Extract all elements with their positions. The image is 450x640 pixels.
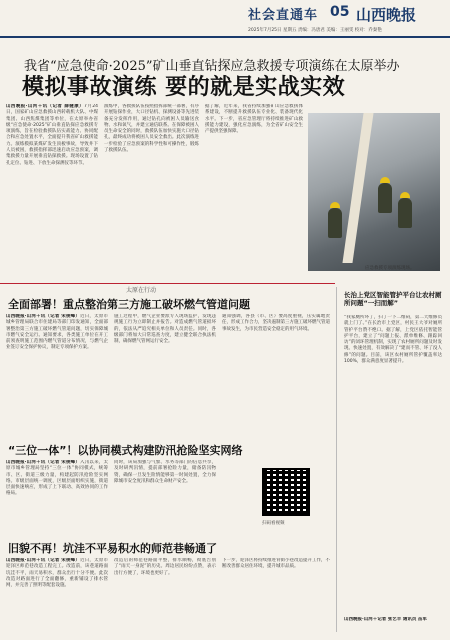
- section3-column-3: [222, 558, 330, 636]
- sidebar-divider: [336, 287, 337, 632]
- photo-caption: 应急救援专项演练现场。: [365, 266, 415, 271]
- helmet: [330, 202, 340, 208]
- paper-logo: 山西晚报: [356, 6, 417, 24]
- middle-column-1: [6, 314, 108, 434]
- section-name: 社会直通车: [248, 8, 319, 23]
- drill-mast: [342, 113, 373, 263]
- section3-text-2: 改造后的师范巷路面平整，排水顺畅，彻底告别了“雨天一身泥”的历史。周边居民纷纷点赞，表示出行方便了，环境也更好了。: [114, 558, 216, 576]
- lead-text-3: 据了解，近年来，我省持续加强矿山应急救援体系建设，不断提升救援队伍专业化、装备现代化水平。下一步，省应急管理厅将持续推进矿山救援能力建设，强化应急演练，为全省矿山安全生产提供坚强保障。: [205, 104, 303, 135]
- middle-text-3: 通知强调，各县（市、区）要高度重视，压实属地责任，形成工作合力，坚决遏制第三方施工破坏燃气管道事故发生，为市民营造安全稳定的用气环境。: [222, 314, 330, 332]
- section2-column-1: [6, 460, 108, 532]
- sidebar-title: 长治上党区智能管护平台让农村厕所问题“一扫而解”: [344, 291, 442, 307]
- lead-column-2: [104, 104, 199, 279]
- lead-byline: 山西晚报·山河＋讯（记者 薛健康）: [6, 104, 85, 109]
- lead-photo: [308, 113, 440, 271]
- page-number: 05: [330, 4, 350, 20]
- rescuer-figure: [328, 208, 342, 238]
- sidebar-byline: 山西晚报·山河＋记者 张艺丰 通讯员 苗军: [344, 617, 427, 622]
- sidebar-text: “我家厕所坏了，扫了一下二维码，第二天维修员就上门了。”在长治市上党区，村民王大爷对厕所管护平台赞不绝口。据了解，上党区依托智能管护平台，建立了“问题上报、派单维修、跟踪回访”的闭环管理机制，实现了农村厕所问题及时发现、快速处置，有效解决了“建而不管、坏了没人修”的问题。目前，该区农村厕所管护覆盖率达100%，群众满意度显著提升。: [344, 315, 442, 365]
- middle-text-2: 施工过程中，燃气企业要派专人现场监护，发现违规施工行为立即制止并报告。对造成燃气管道损坏的，依法从严追究相关单位和人员责任。同时，各级部门将加大日常巡查力度，建立健全联合执法机制，确保燃气管网运行安全。: [114, 314, 216, 345]
- lead-column-1: [6, 104, 98, 279]
- helmet: [400, 192, 410, 198]
- section-label: 太原在行动: [126, 287, 157, 294]
- lead-pretitle: 我省“应急使命·2025”矿山垂直钻探应急救援专项演练在太原举办: [24, 59, 400, 74]
- masthead: [248, 4, 444, 24]
- lead-title: 模拟事故演练 要的就是实战实效: [22, 75, 346, 100]
- section3-text-1: 近日，太原市迎泽区师范巷改造工程完工。改造前，该巷道路面坑洼不平，雨天易积水，群众出行十分不便。此次改造对路面进行了全面翻修，重新铺设了排水管网，并完善了照明等配套设施。: [6, 558, 108, 589]
- rescuer-figure: [378, 183, 392, 213]
- section3-text-3: 下一步，迎泽区将持续推进背街小巷改造提升工作，不断改善群众居住环境，提升城市品质。: [222, 558, 330, 570]
- section2-title: “三位一体”！以协同模式构建防汛抢险坚实网络: [8, 444, 243, 457]
- section3-title: 旧貌不再！坑洼不平易积水的师范巷畅通了: [8, 542, 217, 555]
- section2-column-2: [114, 460, 216, 532]
- rescuer-figure: [398, 198, 412, 228]
- section2-byline: 山西晚报·山河＋讯（记者 宋俊峰）: [6, 460, 81, 465]
- top-rule: [0, 36, 450, 38]
- section2-text-1: 入汛以来，太原市城乡管理局坚持“三位一体”协同模式，统筹市、区、街道三级力量，构建起防汛抢险坚实网络。市级层面统一调度，区级层面组织实施，街道层面快速响应，形成了上下联动、高效协同的工作格局。: [6, 460, 108, 497]
- middle-title: 全面部署！重点整治第三方施工破坏燃气管道问题: [8, 298, 250, 311]
- qr-label: 扫码看视频: [262, 521, 285, 526]
- helmet: [380, 177, 390, 183]
- middle-text-1: 近日，太原市城乡管理局联合市住建局等部门印发通知，全面部署整治第三方施工破坏燃气管道问题，切实保障城市燃气安全运行。通知要求，各类施工单位在开工前须查明施工范围内燃气管道分布情况，与燃气企业签订安全保护协议，制定专项保护方案。: [6, 314, 108, 351]
- sidebar: [340, 287, 445, 632]
- middle-column-2: [114, 314, 216, 434]
- lead-text-2: 演练中，各救援队伍按照指挥部统一部署，有序开展钻探作业，大口径钻机、探测设备等先进装备充分发挥作用，通过钻孔向被困人员输送食物、水和氧气，并建立通信联系。在保障被困人员生命安全的同时，救援队伍加快实施大口径钻孔，最终成功将被困人员安全救出。此次演练进一步检验了应急预案的科学性和可操作性，锻炼了救援队伍。: [104, 104, 199, 154]
- section3-column-1: [6, 558, 108, 636]
- lead-column-3: [205, 104, 303, 279]
- lead-text-1: 7月24日，国家矿山应急救援山西转载机大队、中煤集团、山西焦煤集团等单位，在太原举办省级“应急使命·2025”矿山垂直钻探应急救援专项演练，旨在检验救援队伍实战能力、协同配合和应急处置水平，全面提升我省矿山救援能力。演练模拟某煤矿发生顶板事故，导致井下人员被困，救援指挥部迅速启动应急预案，调集救援力量开展垂直钻探救援。现场设置了钻孔定位、钻进、下放生命探测仪等环节。: [6, 104, 98, 166]
- qr-code[interactable]: [262, 468, 310, 516]
- section3-byline: 山西晚报·山河＋讯（记者 宋俊峰）: [6, 558, 81, 563]
- section2-text-2: 同时，该局加强与气象、水务等部门的信息共享，及时研判汛情，提前部署抢险力量，储备防汛物资，确保一旦发生险情能够第一时间处置，全力保障城市安全度汛和群众生命财产安全。: [114, 460, 216, 484]
- section3-column-2: [114, 558, 216, 636]
- middle-byline: 山西晚报·山河＋讯（记者 宋俊峰）: [6, 314, 81, 319]
- section-rule: [0, 283, 335, 284]
- middle-column-3: [222, 314, 330, 434]
- dateline: 2025年7月25日 星期五 责编：冯唐君 美编：王丽雯 校对：乔秦艳: [248, 28, 382, 33]
